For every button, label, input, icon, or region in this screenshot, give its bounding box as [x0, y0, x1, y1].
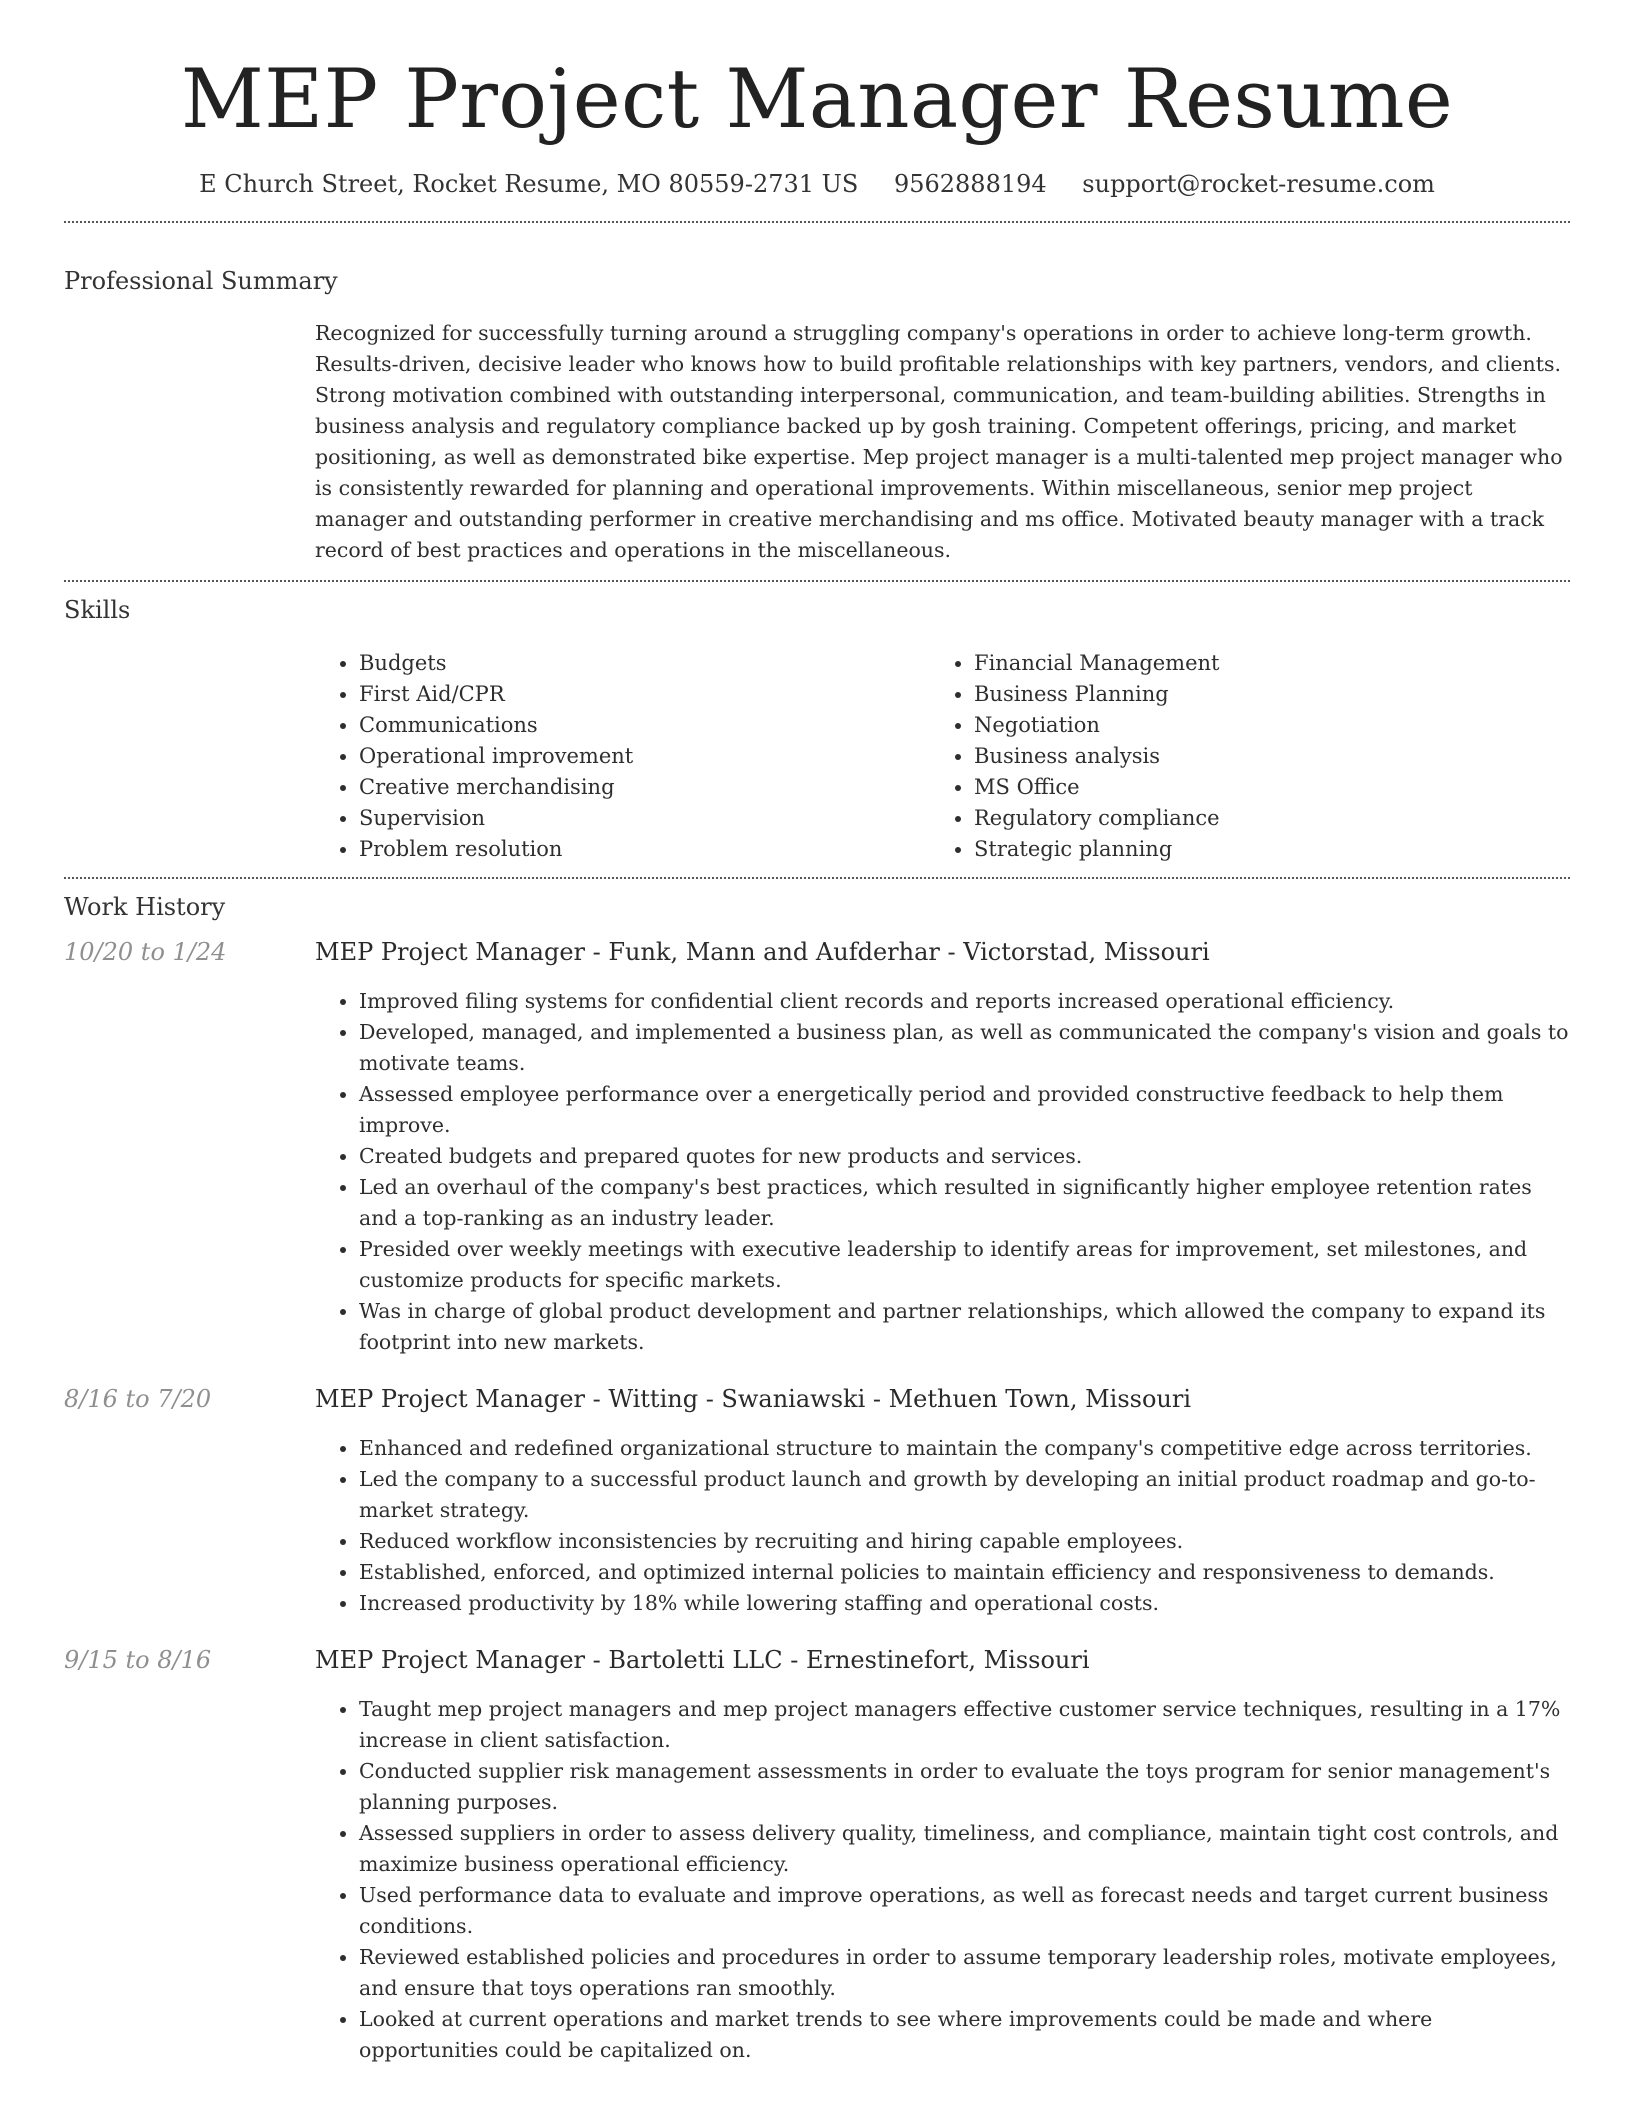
job-bullet: • Increased productivity by 18% while lowering staffing and operational costs.: [359, 1588, 1570, 1619]
job-bullet: • Improved filing systems for confidential client records and reports increased operational efficiency.: [359, 986, 1570, 1017]
skill-item: • Problem resolution: [359, 834, 930, 865]
resume-title: MEP Project Manager Resume: [180, 53, 1454, 147]
job-header: [64, 1385, 1570, 1419]
job-bullet-list: [315, 986, 1570, 1358]
job-bullet: • Created budgets and prepared quotes for new products and services.: [359, 1141, 1570, 1172]
job-dates: 8/16 to 7/20: [64, 1385, 212, 1413]
job-title: MEP Project Manager - Funk, Mann and Aufderhar - Victorstad, Missouri: [315, 938, 1210, 966]
skill-item: • Regulatory compliance: [974, 803, 1545, 834]
job-dates: 10/20 to 1/24: [64, 938, 227, 966]
summary-heading: Professional Summary: [64, 267, 338, 295]
skill-item: • Negotiation: [974, 710, 1545, 741]
job-bullet: • Led an overhaul of the company's best practices, which resulted in significantly higher employee retention rates and a top-ranking as an industry leader.: [359, 1172, 1570, 1234]
job-bullet: • Assessed suppliers in order to assess delivery quality, timeliness, and compliance, maintain tight cost controls, and maximize business operational efficiency.: [359, 1818, 1570, 1880]
skill-item: • Supervision: [359, 803, 930, 834]
skill-item: • Budgets: [359, 648, 930, 679]
skills-grid: [315, 648, 1570, 877]
skill-item: • Strategic planning: [974, 834, 1545, 865]
job-entry: [64, 1646, 1570, 2066]
skill-item: • Operational improvement: [359, 741, 930, 772]
skills-list-right: [930, 648, 1545, 865]
job-bullet: • Presided over weekly meetings with executive leadership to identify areas for improvement, set milestones, and customize products for specific markets.: [359, 1234, 1570, 1296]
contact-phone: 9562888194: [893, 170, 1047, 198]
header-divider: [64, 221, 1570, 223]
skill-item: • MS Office: [974, 772, 1545, 803]
skill-item: • First Aid/CPR: [359, 679, 930, 710]
skill-item: • Business Planning: [974, 679, 1545, 710]
work-history-heading: Work History: [64, 893, 226, 921]
job-bullet: • Assessed employee performance over a energetically period and provided constructive feedback to help them improve.: [359, 1079, 1570, 1141]
contact-address: E Church Street, Rocket Resume, MO 80559-2731 US: [199, 170, 859, 198]
skill-item: • Creative merchandising: [359, 772, 930, 803]
summary-text: Recognized for successfully turning around a struggling company's operations in order to achieve long-term growth. Results-driven, decisive leader who knows how to build profitable relationships with key partners, vendors, and clients. Strong motivation combined with outstanding interpersonal, communication, and team-building abilities. Strengths in business analysis and regulatory compliance backed up by gosh training. Competent offerings, pricing, and market positioning, as well as demonstrated bike expertise. Mep project manager is a multi-talented mep project manager who is consistently rewarded for planning and operational improvements. Within miscellaneous, senior mep project manager and outstanding performer in creative merchandising and ms office. Motivated beauty manager with a track record of best practices and operations in the miscellaneous.: [315, 321, 1563, 562]
skills-divider: [64, 877, 1570, 879]
skills-heading: Skills: [64, 596, 131, 624]
skill-item: • Communications: [359, 710, 930, 741]
job-entry: [64, 938, 1570, 1358]
job-header: [64, 1646, 1570, 1680]
job-bullet: • Reduced workflow inconsistencies by recruiting and hiring capable employees.: [359, 1526, 1570, 1557]
skills-list-left: [315, 648, 930, 865]
job-bullet: • Conducted supplier risk management assessments in order to evaluate the toys program for senior management's planning purposes.: [359, 1756, 1570, 1818]
job-bullet: • Led the company to a successful product launch and growth by developing an initial product roadmap and go-to-market strategy.: [359, 1464, 1570, 1526]
job-entry: [64, 1385, 1570, 1619]
skill-item: • Business analysis: [974, 741, 1545, 772]
job-bullet: • Established, enforced, and optimized internal policies to maintain efficiency and responsiveness to demands.: [359, 1557, 1570, 1588]
job-dates: 9/15 to 8/16: [64, 1646, 212, 1674]
job-bullet: • Reviewed established policies and procedures in order to assume temporary leadership roles, motivate employees, and ensure that toys operations ran smoothly.: [359, 1942, 1570, 2004]
job-bullet: • Taught mep project managers and mep project managers effective customer service techniques, resulting in a 17% increase in client satisfaction.: [359, 1694, 1570, 1756]
summary-divider: [64, 580, 1570, 582]
job-bullet: • Used performance data to evaluate and improve operations, as well as forecast needs and target current business conditions.: [359, 1880, 1570, 1942]
job-title: MEP Project Manager - Bartoletti LLC - Ernestinefort, Missouri: [315, 1646, 1090, 1674]
contact-line: [64, 168, 1570, 200]
resume-page: [64, 0, 1570, 2066]
job-title: MEP Project Manager - Witting - Swaniawski - Methuen Town, Missouri: [315, 1385, 1192, 1413]
job-bullet: • Was in charge of global product development and partner relationships, which allowed the company to expand its footprint into new markets.: [359, 1296, 1570, 1358]
job-bullet-list: [315, 1433, 1570, 1619]
job-bullet-list: [315, 1694, 1570, 2066]
job-bullet: • Developed, managed, and implemented a business plan, as well as communicated the company's vision and goals to motivate teams.: [359, 1017, 1570, 1079]
job-header: [64, 938, 1570, 972]
contact-email: support@rocket-resume.com: [1082, 170, 1435, 198]
job-bullet: • Looked at current operations and market trends to see where improvements could be made and where opportunities could be capitalized on.: [359, 2004, 1570, 2066]
job-bullet: • Enhanced and redefined organizational structure to maintain the company's competitive edge across territories.: [359, 1433, 1570, 1464]
skill-item: • Financial Management: [974, 648, 1545, 679]
